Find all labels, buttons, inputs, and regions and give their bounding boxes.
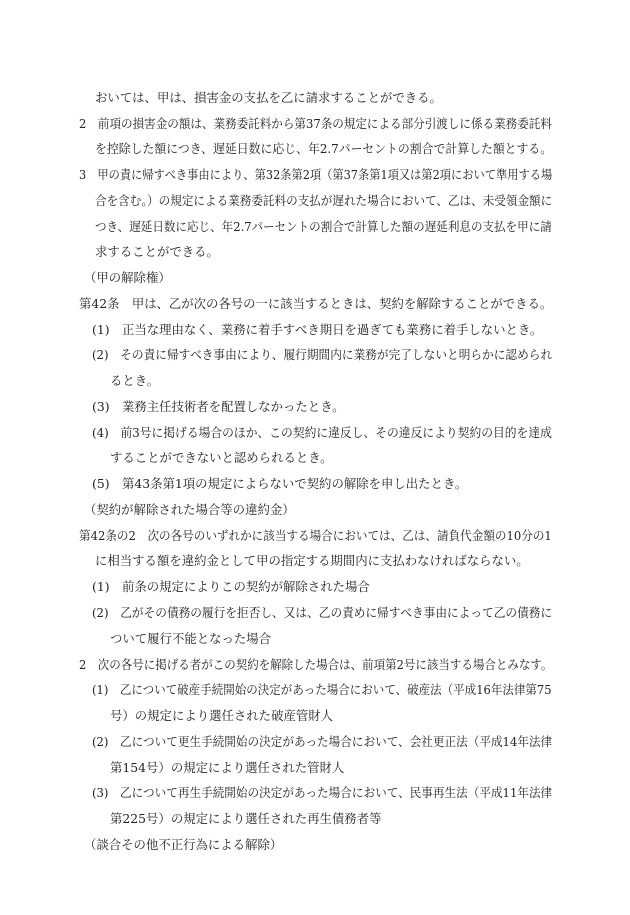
section-heading-collusion: （談合その他不正行為による解除）	[84, 837, 283, 852]
text-line-10: (1) 正当な理由なく、業務に着手すべき期日を過ぎても業務に着手しないとき。	[92, 322, 543, 337]
text-line-3: を控除した額につき、遅延日数に応じ、年2.7パーセントの割合で計算した額とする。	[95, 141, 553, 156]
section-heading-penalty: （契約が解除された場合等の違約金）	[84, 502, 295, 517]
text-line-15: することができないと認められるとき。	[110, 450, 333, 465]
text-line-19: に相当する額を違約金として甲の指定する期間内に支払わなければならない。	[95, 553, 529, 568]
text-line-26: (2) 乙について更生手続開始の決定があった場合において、会社更正法（平成14年法律	[92, 734, 553, 749]
text-line-29: 第225号）の規定により選任された再生債務者等	[110, 811, 382, 826]
text-line-23: 2 次の各号に掲げる者がこの契約を解除した場合は、前項第2号に該当する場合とみなす。	[79, 657, 553, 672]
text-line-13: (3) 業務主任技術者を配置しなかったとき。	[92, 399, 345, 414]
text-line-2: 2 前項の損害金の額は、業務委託料から第37条の規定による部分引渡しに係る業務委託料	[79, 116, 552, 131]
text-line-4: 3 甲の責に帰すべき事由により、第32条第2項（第37条第1項又は第2項において準用する場	[79, 167, 553, 182]
article-42-2-heading: 第42条の2 次の各号のいずれかに該当する場合においては、乙は、請負代金額の10分の1	[79, 528, 552, 543]
article-42-heading: 第42条 甲は、乙が次の各号の一に該当するときは、契約を解除することができる。	[79, 296, 553, 311]
text-line-24: (1) 乙について破産手続開始の決定があった場合において、破産法（平成16年法律第75	[92, 682, 552, 697]
text-line-5: 合を含む。）の規定による業務委託料の支払が遅れた場合において、乙は、未受領金額に	[95, 193, 553, 208]
text-line-14: (4) 前3号に掲げる場合のほか、この契約に違反し、その違反により契約の目的を達成	[92, 425, 552, 440]
text-line-1: おいては、甲は、損害金の支払を乙に請求することができる。	[95, 90, 442, 105]
text-line-22: ついて履行不能となった場合	[110, 631, 272, 646]
text-line-21: (2) 乙がその債務の履行を拒否し、又は、乙の責めに帰すべき事由によって乙の債務に	[92, 605, 553, 620]
text-line-16: (5) 第43条第1項の規定によらないで契約の解除を申し出たとき。	[92, 476, 468, 491]
text-line-25: 号）の規定により選任された破産管財人	[110, 708, 334, 723]
section-heading-cancellation-rights: （甲の解除権）	[84, 270, 171, 285]
text-line-28: (3) 乙について再生手続開始の決定があった場合において、民事再生法（平成11年法律	[92, 785, 553, 800]
text-line-27: 第154号）の規定により選任された管財人	[110, 760, 345, 775]
text-line-11: (2) その責に帰すべき事由により、履行期間内に業務が完了しないと明らかに認められ	[92, 347, 553, 362]
text-line-20: (1) 前条の規定によりこの契約が解除された場合	[92, 579, 370, 594]
text-line-7: 求することができる。	[95, 244, 219, 259]
text-line-6: つき、遅延日数に応じ、年2.7パーセントの割合で計算した額の遅延利息の支払を甲に請	[95, 219, 552, 234]
text-line-12: るとき。	[110, 373, 160, 388]
